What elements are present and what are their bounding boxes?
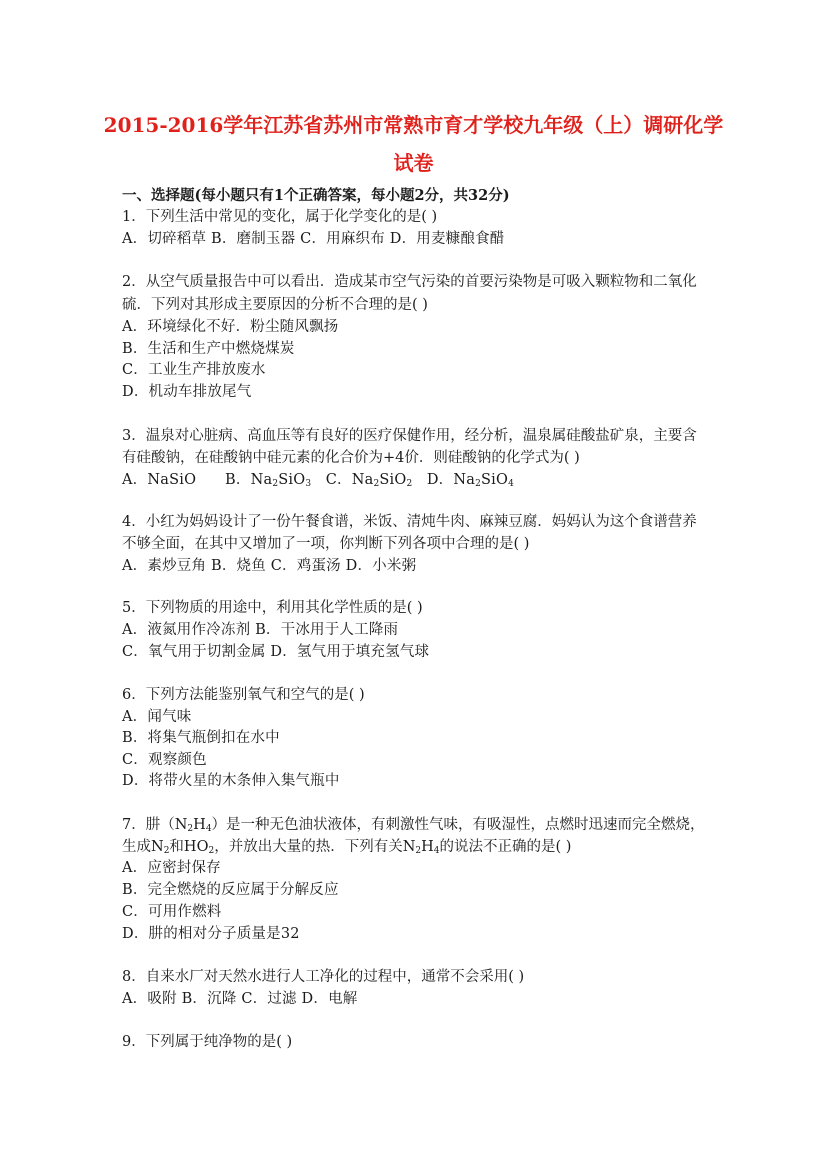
question-5-options-ab: A．液氮用作冷冻剂 B．干冰用于人工降雨 [122, 622, 399, 638]
question-3-option-d: D．$Na_2SiO_4$ [426, 472, 515, 489]
question-4-stem-line2: 不够全面，在其中又增加了一项，你判断下列各项中合理的是( ) [122, 536, 530, 552]
question-2-option-a: A．环境绿化不好．粉尘随风飘扬 [122, 319, 339, 335]
question-3-options [122, 470, 514, 494]
question-7-stem-line2: 生成$N_2$和$HO_2$，并放出大量的热．下列有关$N_2H_4$的说法不正确的是( ) [122, 839, 572, 856]
question-8-options: A．吸附 B．沉降 C．过滤 D．电解 [122, 991, 358, 1007]
section-heading: 一、选择题(每小题只有1个正确答案，每小题2分，共32分) [122, 187, 510, 204]
question-4-options: A．素炒豆角 B．烧鱼 C．鸡蛋汤 D．小米粥 [122, 558, 417, 574]
question-4-stem-line1: 4．小红为妈妈设计了一份午餐食谱，米饭、清炖牛肉、麻辣豆腐．妈妈认为这个食谱营养 [122, 514, 697, 530]
question-2-option-d: D．机动车排放尾气 [122, 384, 252, 400]
question-3-option-a: A．NaSiO [122, 472, 197, 488]
question-1-options: A．切碎稻草 B．磨制玉器 C．用麻织布 D．用麦糠酿食醋 [122, 231, 505, 247]
question-2-option-b: B．生活和生产中燃烧煤炭 [122, 341, 295, 357]
exam-title-line2: 试卷 [393, 151, 434, 175]
question-2-stem-line2: 硫．下列对其形成主要原因的分析不合理的是( ) [122, 297, 428, 313]
question-3-option-c: C．$Na_2SiO_2$ [325, 472, 413, 489]
question-6-option-a: A．闻气味 [122, 709, 192, 725]
exam-title-line1: 2015-2016学年江苏省苏州市常熟市育才学校九年级（上）调研化学 [103, 113, 724, 137]
question-6-stem: 6．下列方法能鉴别氧气和空气的是( ) [122, 687, 365, 703]
question-3-stem-line1: 3．温泉对心脏病、高血压等有良好的医疗保健作用，经分析，温泉属硅酸盐矿泉，主要含 [122, 428, 697, 444]
question-7-option-a: A．应密封保存 [122, 860, 221, 876]
question-3-stem-line2: 有硅酸钠，在硅酸钠中硅元素的化合价为+4价．则硅酸钠的化学式为( ) [122, 450, 580, 466]
question-6-option-c: C．观察颜色 [122, 752, 207, 768]
question-8-stem: 8．自来水厂对天然水进行人工净化的过程中，通常不会采用( ) [122, 969, 525, 985]
question-5-stem: 5．下列物质的用途中，利用其化学性质的是( ) [122, 600, 423, 616]
question-6-option-d: D．将带火星的木条伸入集气瓶中 [122, 773, 340, 789]
question-7-option-b: B．完全燃烧的反应属于分解反应 [122, 882, 339, 898]
question-3-option-b: B．$Na_2SiO_3$ [225, 472, 312, 489]
question-2-stem-line1: 2．从空气质量报告中可以看出．造成某市空气污染的首要污染物是可吸入颗粒物和二氧化 [122, 274, 697, 290]
question-7-option-c: C．可用作燃料 [122, 904, 222, 920]
question-7-stem-line1: 7．肼$(N_2H_4)$是一种无色油状液体，有刺激性气味，有吸湿性，点燃时迅速而完全燃烧， [122, 817, 705, 834]
question-6-option-b: B．将集气瓶倒扣在水中 [122, 730, 280, 746]
question-9-stem: 9．下列属于纯净物的是( ) [122, 1034, 293, 1050]
question-1-stem: 1．下列生活中常见的变化，属于化学变化的是( ) [122, 209, 438, 225]
question-7-option-d: D．肼的相对分子质量是32 [122, 926, 300, 942]
question-5-options-cd: C．氧气用于切割金属 D．氢气用于填充氢气球 [122, 644, 430, 660]
question-2-option-c: C．工业生产排放废水 [122, 362, 266, 378]
